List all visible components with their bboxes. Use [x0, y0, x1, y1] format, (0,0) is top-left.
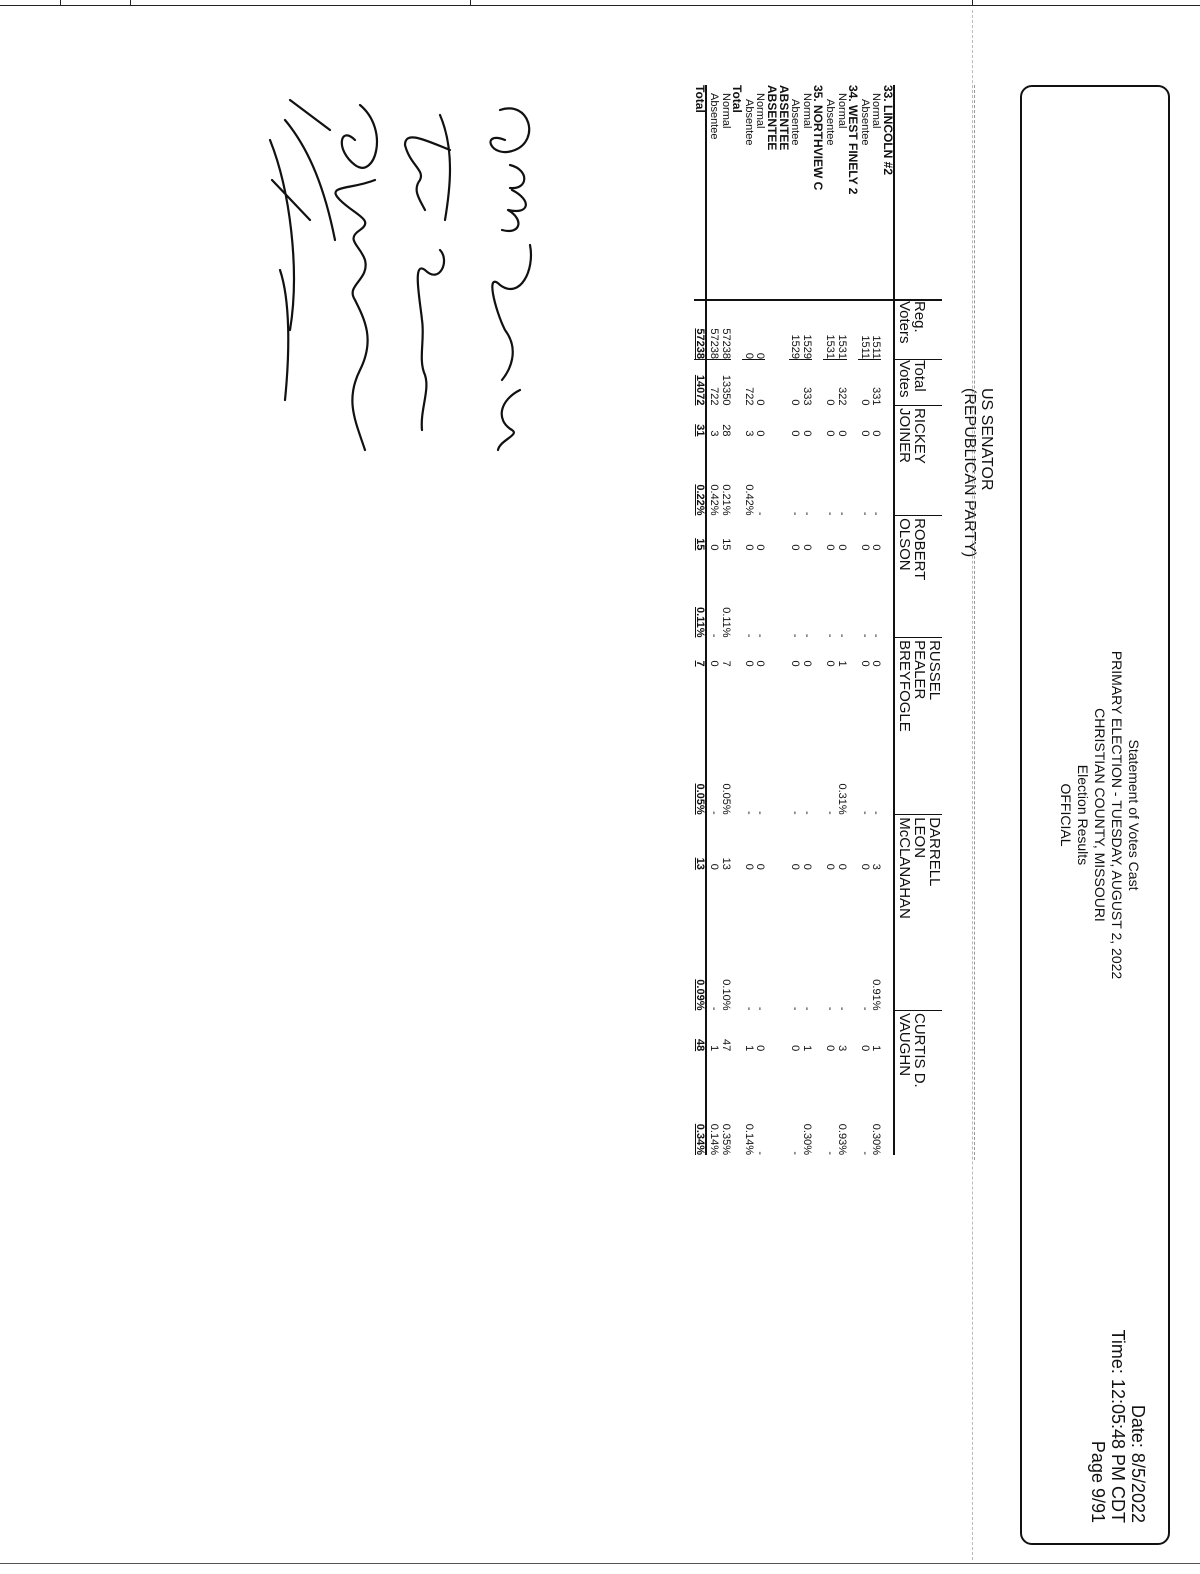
- candidate-header-line: ROBERT: [911, 518, 928, 581]
- reg-voters-header: [894, 300, 942, 360]
- candidate-votes-cell: 1: [708, 1045, 721, 1052]
- total-candidate-percent: 0.11%: [694, 550, 707, 637]
- candidate-votes-cell: 1: [742, 1045, 755, 1052]
- candidate-percent-cell: -: [754, 633, 767, 638]
- candidate-percent-cell: -: [870, 633, 883, 638]
- total-candidate-percent: 0.05%: [694, 667, 707, 815]
- total-votes-cell: 331: [870, 387, 883, 406]
- total-votes-header: [894, 360, 942, 406]
- candidate-votes-cell: 0: [824, 1045, 837, 1052]
- total-votes-cell: 722: [708, 387, 721, 406]
- election-name: PRIMARY ELECTION - TUESDAY, AUGUST 2, 2022: [1109, 650, 1125, 980]
- candidate-votes-cell: 47: [719, 1038, 732, 1052]
- candidate-percent-cell: -: [754, 811, 767, 815]
- candidate-votes-cell: 0: [708, 660, 721, 667]
- candidate-percent-cell: -: [754, 511, 767, 516]
- page-number: Page 9/91: [1088, 1440, 1108, 1523]
- candidate-header-line: OLSON: [896, 518, 913, 571]
- signature-4: [270, 100, 335, 400]
- county-name: CHRISTIAN COUNTY, MISSOURI: [1092, 708, 1108, 922]
- candidate-votes-cell: 0: [742, 660, 755, 667]
- candidate-header: [894, 516, 942, 638]
- candidate-percent-cell: -: [824, 811, 837, 815]
- candidate-percent-cell: -: [835, 633, 848, 638]
- candidate-percent-cell: -: [870, 811, 883, 815]
- race-divider: [974, 85, 975, 1160]
- candidate-header: [894, 815, 942, 1011]
- row-label: Normal: [800, 85, 812, 300]
- candidate-votes-cell: 0: [789, 1045, 802, 1052]
- candidate-header-line: BREYFOGLE: [896, 640, 913, 732]
- candidate-header: [894, 406, 942, 516]
- signature-2: [405, 115, 450, 430]
- total-votes-cell: 0: [824, 399, 837, 406]
- header-center: [1057, 87, 1142, 1543]
- candidate-percent-cell: -: [742, 633, 755, 638]
- empty-cell: [847, 300, 859, 1155]
- total-candidate-votes: 7: [694, 638, 707, 667]
- candidate-votes-cell: 0: [858, 430, 871, 437]
- candidate-percent-cell: 0.14%: [742, 1123, 755, 1155]
- reg-voters-cell: 1531: [835, 300, 847, 360]
- candidate-percent-cell: -: [800, 1006, 813, 1011]
- candidate-percent-cell: -: [870, 511, 883, 516]
- candidate-votes-cell: 0: [742, 863, 755, 870]
- candidate-header-line: RICKEY: [911, 408, 928, 464]
- total-votes-cell: 722: [742, 387, 755, 406]
- empty-cell: [881, 300, 894, 1155]
- total-votes-cell: 0: [789, 399, 802, 406]
- candidate-votes-cell: 0: [858, 660, 871, 667]
- table-row: [754, 85, 766, 1155]
- candidate-header-line: VAUGHN: [896, 1013, 913, 1077]
- candidate-percent-cell: 0.14%: [708, 1123, 721, 1155]
- row-label: ABSENTEE: [765, 85, 777, 300]
- total-votes-cell: 322: [835, 387, 848, 406]
- candidate-header-line: LEON: [911, 817, 928, 859]
- candidate-percent-cell: 0.10%: [719, 979, 732, 1011]
- candidate-votes-cell: 13: [719, 857, 732, 870]
- candidate-percent-cell: -: [858, 1151, 871, 1155]
- total-candidate-votes: 15: [694, 516, 707, 551]
- total-candidate-votes: 48: [694, 1011, 707, 1052]
- row-label: Absentee: [742, 85, 754, 300]
- candidate-votes-cell: 0: [835, 544, 848, 551]
- candidate-votes-cell: 0: [870, 430, 883, 437]
- row-label: 35. NORTHVIEW C: [812, 85, 824, 300]
- row-label: Absentee: [707, 85, 720, 300]
- header-meta: [1088, 1330, 1148, 1523]
- candidate-votes-cell: 0: [754, 1045, 767, 1052]
- precinct-row: [847, 85, 859, 1155]
- candidate-percent-cell: -: [858, 511, 871, 516]
- report-title: Statement of Votes Cast: [1126, 739, 1142, 891]
- candidate-percent-cell: -: [789, 1006, 802, 1011]
- candidate-percent-cell: -: [824, 633, 837, 638]
- table-row: [800, 85, 812, 1155]
- signatures: [250, 70, 590, 500]
- total-candidate-votes: 31: [694, 406, 707, 437]
- reg-voters-cell: 1529: [800, 300, 812, 360]
- candidate-percent-cell: -: [754, 1006, 767, 1011]
- reg-voters-cell: 57238: [707, 300, 720, 360]
- row-label: 33. LINCOLN #2: [881, 85, 894, 300]
- total-candidate-percent: 0.09%: [694, 870, 707, 1011]
- candidate-votes-cell: 0: [754, 544, 767, 551]
- candidate-percent-cell: 0.42%: [708, 484, 721, 516]
- row-label: ABSENTEE: [777, 85, 789, 300]
- table-row: [742, 85, 754, 1155]
- report-time: Time: 12:05:48 PM CDT: [1108, 1329, 1128, 1523]
- total-votes: 14072: [694, 360, 707, 406]
- header-blank: [894, 85, 942, 300]
- candidate-percent-cell: 0.31%: [835, 783, 848, 815]
- row-label: Normal: [870, 85, 882, 300]
- candidate-percent-cell: -: [754, 1151, 767, 1155]
- row-label: Total: [731, 85, 743, 300]
- candidate-votes-cell: 3: [870, 863, 883, 870]
- candidate-percent-cell: 0.35%: [719, 1123, 732, 1155]
- candidate-votes-cell: 0: [708, 544, 721, 551]
- candidate-percent-cell: -: [824, 1151, 837, 1155]
- candidate-votes-cell: 0: [870, 660, 883, 667]
- signature-3: [335, 105, 376, 450]
- votes-table: [694, 85, 942, 1155]
- race-office: US SENATOR: [978, 388, 995, 491]
- candidate-votes-cell: 0: [754, 863, 767, 870]
- candidate-percent-cell: 0.11%: [719, 607, 732, 638]
- table-row: [707, 85, 720, 1155]
- total-candidate-percent: 0.22%: [694, 437, 707, 516]
- reg-voters-header-line: Reg.: [911, 301, 928, 333]
- candidate-votes-cell: 0: [824, 863, 837, 870]
- candidate-percent-cell: 0.30%: [870, 1123, 883, 1155]
- candidate-votes-cell: 3: [835, 1045, 848, 1052]
- candidate-percent-cell: -: [858, 811, 871, 815]
- candidate-percent-cell: 0.93%: [835, 1123, 848, 1155]
- candidate-header: [894, 1011, 942, 1156]
- candidate-votes-cell: 1: [800, 1045, 813, 1052]
- candidate-percent-cell: -: [789, 1151, 802, 1155]
- candidate-votes-cell: 15: [719, 538, 732, 551]
- candidate-percent-cell: -: [800, 633, 813, 638]
- reg-voters-cell: 1529: [789, 300, 801, 360]
- reg-voters-cell: 0: [742, 300, 754, 360]
- candidate-percent-cell: -: [800, 511, 813, 516]
- race-party: (REPUBLICAN PARTY): [961, 388, 978, 558]
- table-row: [870, 85, 882, 1155]
- table-row: [789, 85, 801, 1155]
- candidate-percent-cell: 0.21%: [719, 484, 732, 516]
- candidate-header-line: JOINER: [896, 408, 913, 464]
- reg-voters-cell: 57238: [719, 300, 731, 360]
- report-date: Date: 8/5/2022: [1128, 1404, 1148, 1523]
- empty-cell: [777, 300, 789, 1155]
- candidate-votes-cell: 0: [708, 863, 721, 870]
- total-votes-cell: 0: [858, 399, 871, 406]
- candidate-votes-cell: 0: [800, 430, 813, 437]
- candidate-percent-cell: 0.42%: [742, 484, 755, 516]
- candidate-votes-cell: 0: [858, 1045, 871, 1052]
- candidate-votes-cell: 0: [858, 544, 871, 551]
- candidate-votes-cell: 0: [870, 544, 883, 551]
- candidate-votes-cell: 0: [824, 430, 837, 437]
- row-label: Absentee: [858, 85, 870, 300]
- race-title: [961, 388, 995, 557]
- candidate-votes-cell: 0: [800, 544, 813, 551]
- candidate-votes-cell: 0: [835, 863, 848, 870]
- candidate-header-line: McCLANAHAN: [896, 817, 913, 919]
- table-row: [823, 85, 835, 1155]
- row-label: 34. WEST FINELY 2: [847, 85, 859, 300]
- candidate-votes-cell: 0: [789, 863, 802, 870]
- candidate-percent-cell: -: [835, 1006, 848, 1011]
- candidate-percent-cell: -: [858, 633, 871, 638]
- candidate-percent-cell: -: [824, 511, 837, 516]
- candidate-header: [894, 638, 942, 815]
- total-reg-voters: 57238: [694, 300, 707, 360]
- candidate-percent-cell: -: [824, 1006, 837, 1011]
- table-row: [835, 85, 847, 1155]
- candidate-percent-cell: -: [789, 811, 802, 815]
- row-label: Absentee: [789, 85, 801, 300]
- candidate-votes-cell: 0: [800, 863, 813, 870]
- total-votes-header-line: Total: [911, 360, 928, 392]
- empty-cell: [812, 300, 824, 1155]
- candidate-percent-cell: 0.05%: [719, 783, 732, 815]
- candidate-votes-cell: 1: [835, 660, 848, 667]
- precinct-row: [777, 85, 789, 1155]
- precinct-row: [881, 85, 894, 1155]
- candidate-percent-cell: -: [800, 811, 813, 815]
- table-row: [858, 85, 870, 1155]
- reg-voters-header-line: Voters: [896, 301, 913, 344]
- candidate-votes-cell: 0: [824, 660, 837, 667]
- row-label: Absentee: [823, 85, 835, 300]
- candidate-votes-cell: 7: [719, 660, 732, 667]
- candidate-percent-cell: -: [858, 1006, 871, 1011]
- candidate-percent-cell: -: [835, 511, 848, 516]
- candidate-votes-cell: 0: [858, 863, 871, 870]
- candidate-header-line: DARRELL: [926, 817, 943, 887]
- table-row: [719, 85, 731, 1155]
- candidate-votes-cell: 0: [789, 544, 802, 551]
- candidate-votes-cell: 0: [835, 430, 848, 437]
- candidate-header-line: PEALER: [911, 640, 928, 700]
- total-votes-header-line: Votes: [896, 360, 913, 398]
- candidate-votes-cell: 1: [870, 1045, 883, 1052]
- report-header: [1020, 85, 1170, 1545]
- empty-cell: [731, 300, 743, 1155]
- total-votes-cell: 13350: [719, 374, 732, 406]
- candidate-percent-cell: -: [708, 633, 721, 638]
- candidate-header-line: CURTIS D.: [911, 1013, 928, 1088]
- candidate-votes-cell: 3: [708, 430, 721, 437]
- candidate-percent-cell: -: [742, 1006, 755, 1011]
- row-label: Normal: [719, 85, 731, 300]
- candidate-votes-cell: 0: [754, 430, 767, 437]
- total-votes-cell: 0: [754, 399, 767, 406]
- signature-1: [491, 108, 531, 450]
- candidate-percent-cell: -: [789, 511, 802, 516]
- precinct-row: [731, 85, 743, 1155]
- total-votes-cell: 333: [800, 387, 813, 406]
- total-candidate-votes: 13: [694, 815, 707, 870]
- candidate-votes-cell: 0: [800, 660, 813, 667]
- total-label: Total: [694, 85, 707, 300]
- candidate-votes-cell: 0: [824, 544, 837, 551]
- candidate-votes-cell: 0: [789, 660, 802, 667]
- candidate-percent-cell: -: [789, 633, 802, 638]
- row-label: Normal: [754, 85, 766, 300]
- candidate-votes-cell: 28: [719, 424, 732, 437]
- candidate-votes-cell: 0: [789, 430, 802, 437]
- reg-voters-cell: 1531: [823, 300, 835, 360]
- total-candidate-percent: 0.34%: [694, 1051, 707, 1155]
- precinct-row: [812, 85, 824, 1155]
- candidate-percent-cell: -: [742, 811, 755, 815]
- candidate-percent-cell: 0.91%: [870, 979, 883, 1011]
- column-header-row: [894, 85, 942, 1155]
- candidate-percent-cell: -: [708, 1006, 721, 1011]
- grand-total-row: [694, 85, 707, 1155]
- reg-voters-cell: 1511: [858, 300, 870, 360]
- candidate-percent-cell: 0.30%: [800, 1123, 813, 1155]
- reg-voters-cell: 1511: [870, 300, 882, 360]
- empty-cell: [765, 300, 777, 1155]
- official-label: OFFICIAL: [1058, 783, 1074, 847]
- candidate-votes-cell: 0: [754, 660, 767, 667]
- results-label: Election Results: [1075, 764, 1091, 866]
- precinct-row: [765, 85, 777, 1155]
- candidate-votes-cell: 3: [742, 430, 755, 437]
- candidate-votes-cell: 0: [742, 544, 755, 551]
- reg-voters-cell: 0: [754, 300, 766, 360]
- row-label: Normal: [835, 85, 847, 300]
- candidate-percent-cell: -: [708, 811, 721, 815]
- candidate-header-line: RUSSEL: [926, 640, 943, 701]
